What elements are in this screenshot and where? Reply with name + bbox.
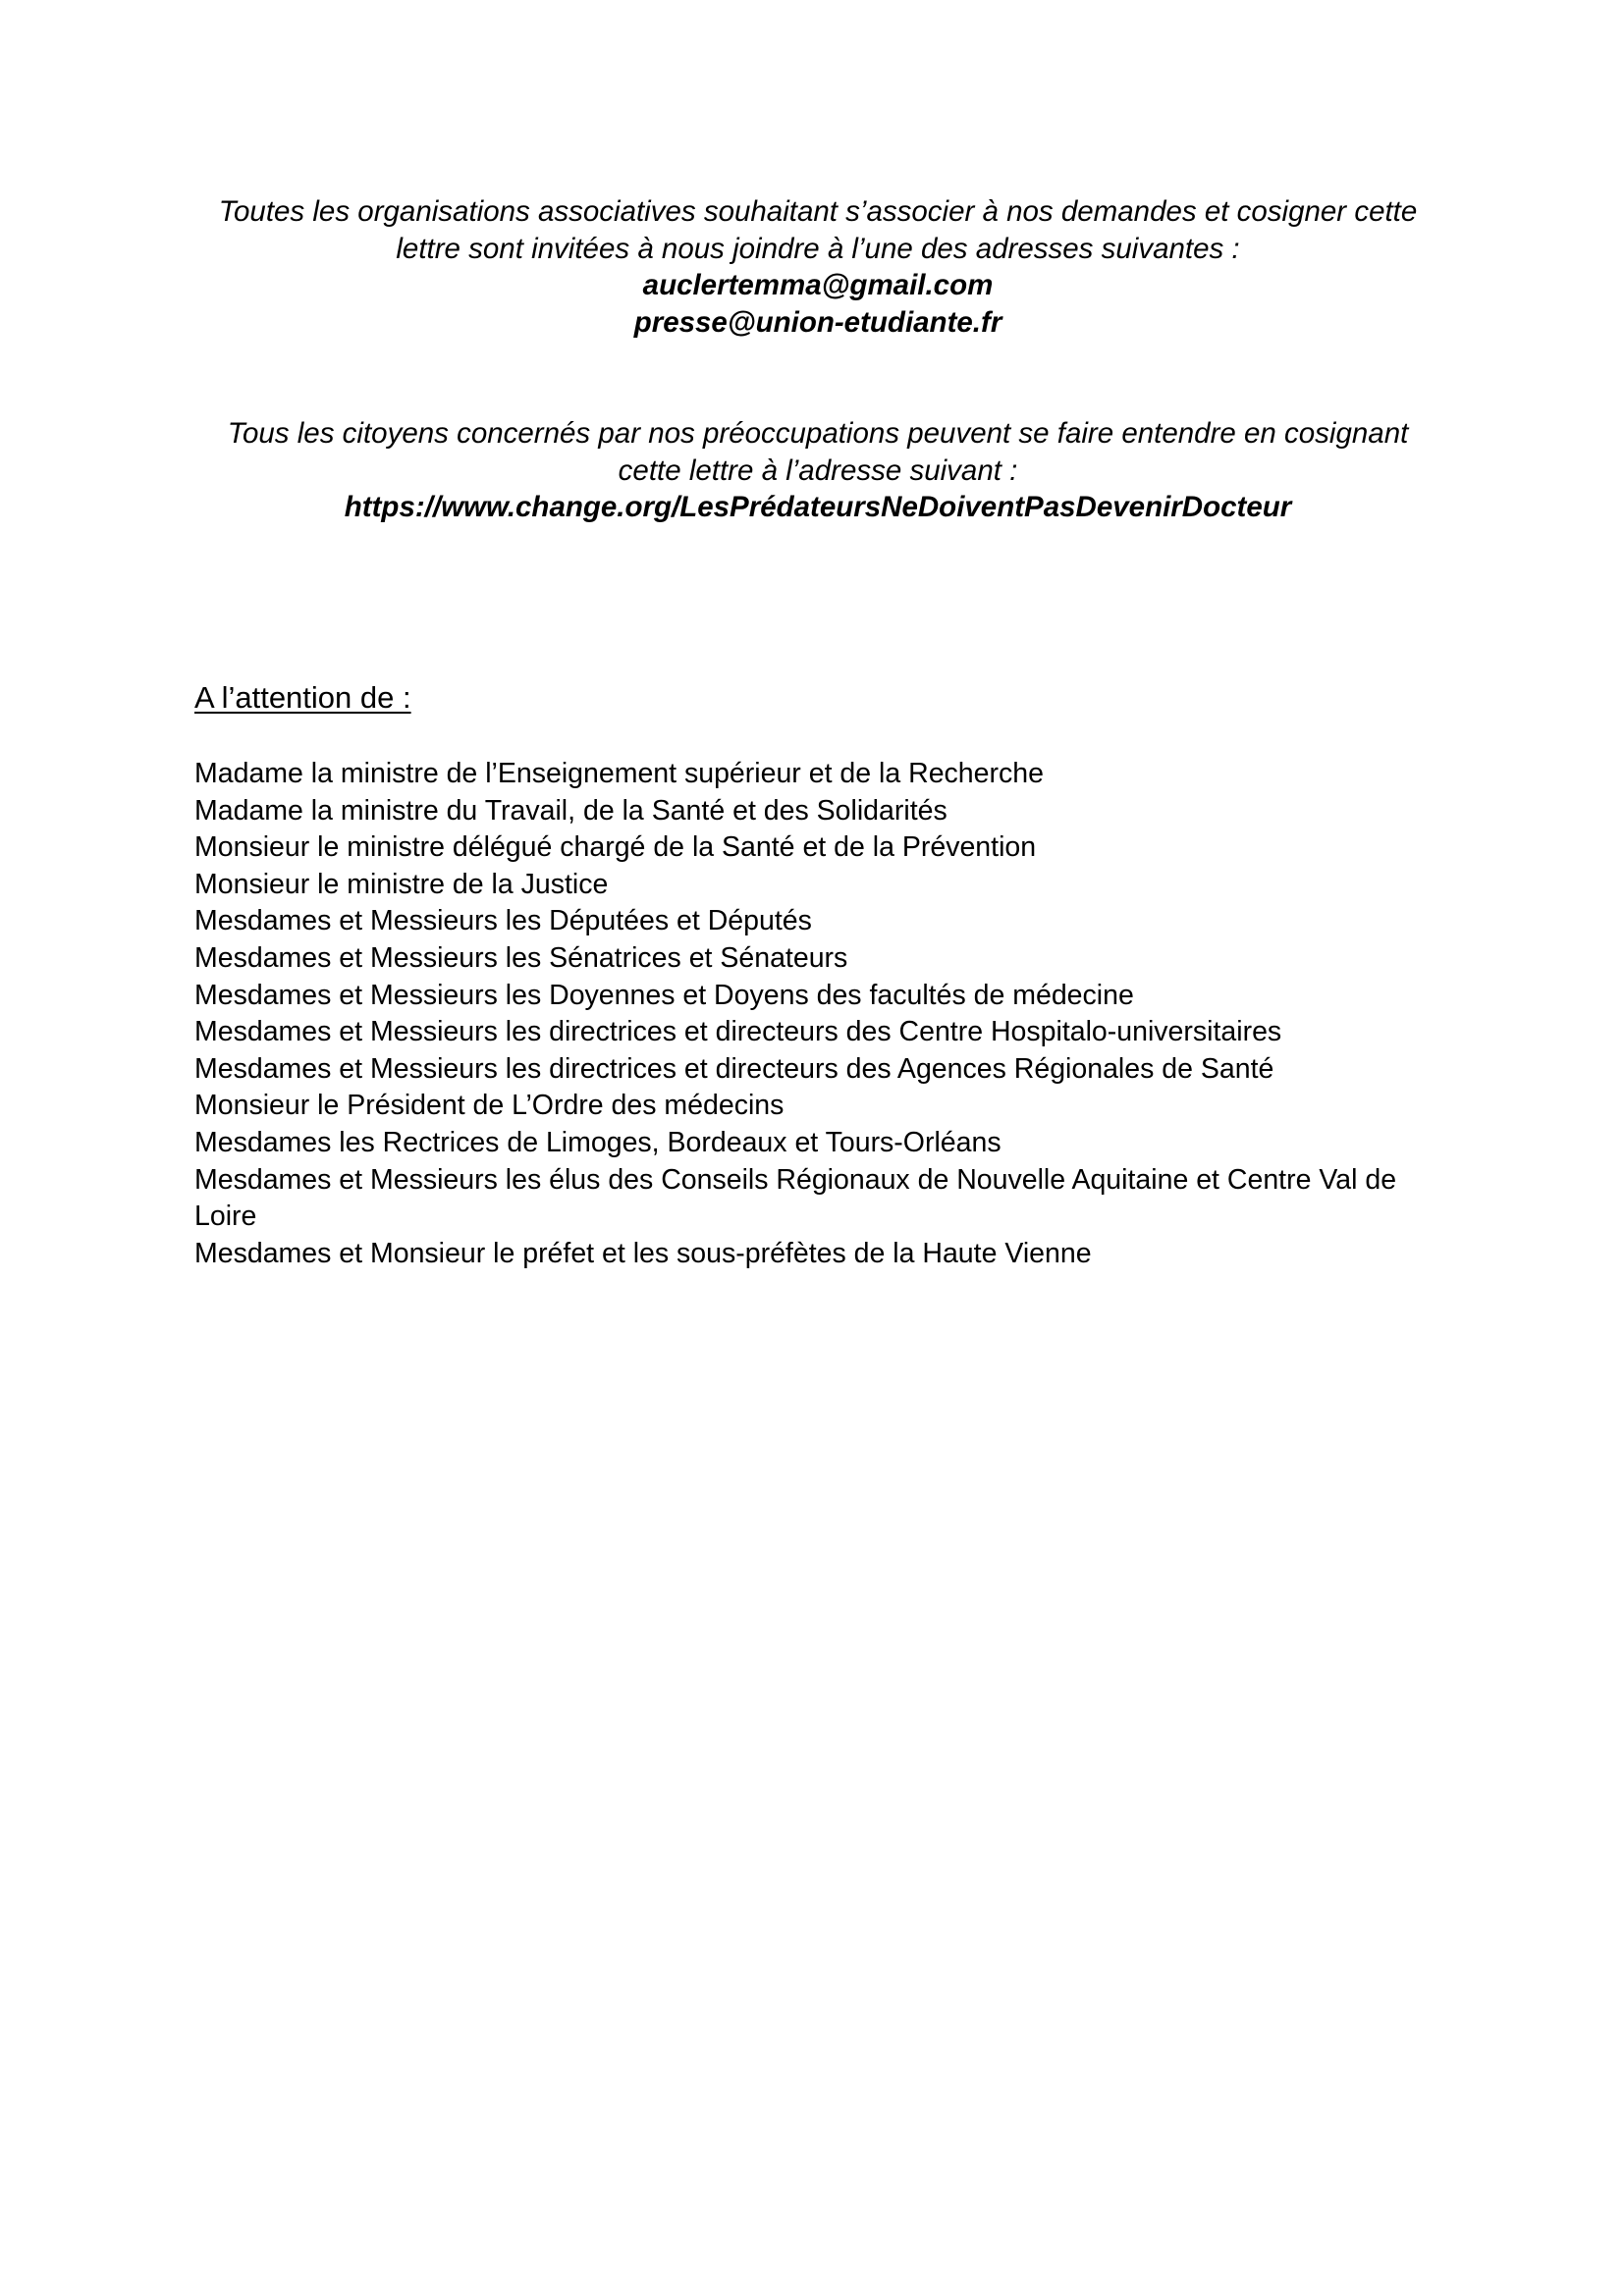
associations-invitation bbox=[194, 193, 1441, 341]
recipients-list bbox=[194, 756, 1461, 1272]
recipient-item: Mesdames et Messieurs les directrices et directeurs des Agences Régionales de Santé bbox=[194, 1052, 1274, 1085]
recipient-item: Mesdames et Messieurs les élus des Conseils Régionaux de Nouvelle Aquitaine et Centre Val de Loire bbox=[194, 1163, 1397, 1233]
citizens-invitation bbox=[194, 415, 1441, 526]
citizens-text-line-1: Tous les citoyens concernés par nos préoccupations peuvent se faire entendre en cosignant bbox=[227, 417, 1409, 450]
contact-email-presse[interactable]: presse@union-etudiante.fr bbox=[633, 305, 1002, 339]
petition-link[interactable]: https://www.change.org/LesPrédateursNeDoiventPasDevenirDocteur bbox=[344, 491, 1292, 523]
contact-email-auclertemma[interactable]: auclertemma@gmail.com bbox=[642, 269, 994, 301]
recipient-item: Mesdames et Messieurs les Sénatrices et Sénateurs bbox=[194, 941, 848, 974]
attention-heading: A l’attention de : bbox=[194, 680, 411, 715]
recipient-item: Mesdames et Messieurs les Doyennes et Doyens des facultés de médecine bbox=[194, 979, 1134, 1011]
recipient-item: Mesdames et Monsieur le préfet et les sous-préfètes de la Haute Vienne bbox=[194, 1237, 1092, 1269]
associations-text-line-1: Toutes les organisations associatives souhaitant s’associer à nos demandes et cosigner cette bbox=[218, 195, 1418, 228]
associations-text-line-2: lettre sont invitées à nous joindre à l’une des adresses suivantes : bbox=[396, 232, 1240, 265]
citizens-text-line-2: cette lettre à l’adresse suivant : bbox=[618, 454, 1018, 487]
recipient-item: Monsieur le ministre de la Justice bbox=[194, 868, 609, 900]
recipient-item: Mesdames et Messieurs les Députées et Députés bbox=[194, 905, 812, 937]
recipient-item: Monsieur le ministre délégué chargé de la Santé et de la Prévention bbox=[194, 831, 1037, 864]
recipient-item: Madame la ministre de l’Enseignement supérieur et de la Recherche bbox=[194, 758, 1044, 789]
recipient-item: Mesdames et Messieurs les directrices et directeurs des Centre Hospitalo-universitaires bbox=[194, 1016, 1282, 1048]
recipient-item: Monsieur le Président de L’Ordre des médecins bbox=[194, 1090, 785, 1122]
recipient-item: Madame la ministre du Travail, de la Santé et des Solidarités bbox=[194, 794, 947, 827]
recipient-item: Mesdames les Rectrices de Limoges, Bordeaux et Tours-Orléans bbox=[194, 1126, 1001, 1158]
